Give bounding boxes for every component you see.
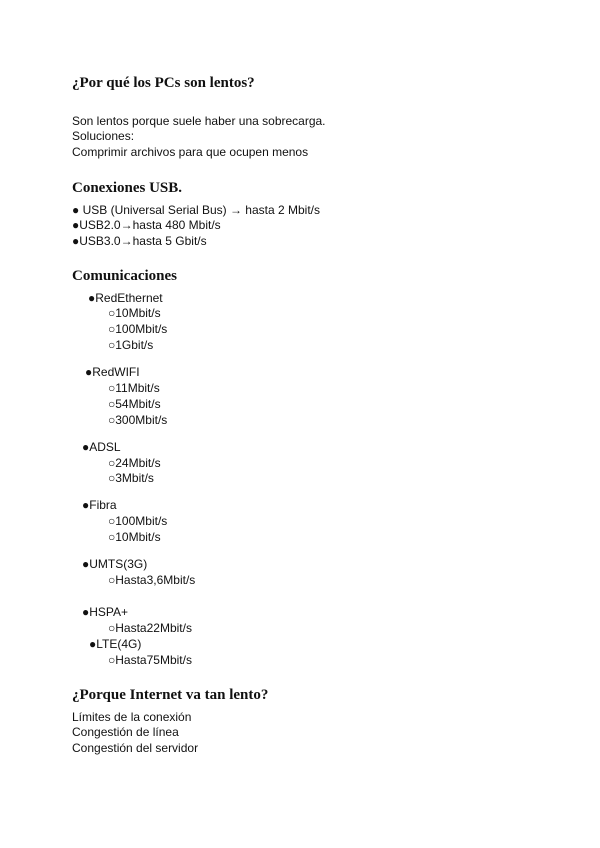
sub-list-item: ○11Mbit/s xyxy=(108,381,160,395)
heading-why-pcs-slow: ¿Por qué los PCs son lentos? xyxy=(72,75,255,91)
heading-usb-connections: Conexiones USB. xyxy=(72,180,183,196)
sub-list-item: ○10Mbit/s xyxy=(108,306,161,320)
list-item-redethernet: ●RedEthernet xyxy=(88,291,163,305)
paragraph-line: Soluciones: xyxy=(72,129,135,143)
sub-list-item: ○100Mbit/s xyxy=(108,322,168,336)
heading-communications: Comunicaciones xyxy=(72,268,177,284)
sub-list-item: ○Hasta75Mbit/s xyxy=(108,653,192,667)
list-item-umts: ●UMTS(3G) xyxy=(82,557,148,571)
list-item: ●USB3.0→hasta 5 Gbit/s xyxy=(72,234,207,248)
list-item-redwifi: ●RedWIFI xyxy=(85,365,140,379)
sub-list-item: ○24Mbit/s xyxy=(108,456,161,470)
heading-why-internet-slow: ¿Porque Internet va tan lento? xyxy=(72,687,269,703)
sub-list-item: ○10Mbit/s xyxy=(108,530,161,544)
paragraph-line: Son lentos porque suele haber una sobrecarga. xyxy=(72,114,326,128)
sub-list-item: ○100Mbit/s xyxy=(108,514,168,528)
list-item-hspa: ●HSPA+ xyxy=(82,605,129,619)
paragraph-line: Congestión de línea xyxy=(72,725,179,739)
list-item-lte: ●LTE(4G) xyxy=(89,637,142,651)
list-item-adsl: ●ADSL xyxy=(82,440,121,454)
paragraph-line: Límites de la conexión xyxy=(72,710,192,724)
list-item-fibra: ●Fibra xyxy=(82,498,117,512)
list-item: ● USB (Universal Serial Bus) → hasta 2 Mbit/s xyxy=(72,203,320,217)
sub-list-item: ○1Gbit/s xyxy=(108,338,154,352)
sub-list-item: ○54Mbit/s xyxy=(108,397,161,411)
list-item: ●USB2.0→hasta 480 Mbit/s xyxy=(72,218,221,232)
sub-list-item: ○300Mbit/s xyxy=(108,413,168,427)
sub-list-item: ○3Mbit/s xyxy=(108,471,154,485)
paragraph-line: Congestión del servidor xyxy=(72,741,199,755)
paragraph-line: Comprimir archivos para que ocupen menos xyxy=(72,145,309,159)
sub-list-item: ○Hasta3,6Mbit/s xyxy=(108,573,196,587)
sub-list-item: ○Hasta22Mbit/s xyxy=(108,621,192,635)
